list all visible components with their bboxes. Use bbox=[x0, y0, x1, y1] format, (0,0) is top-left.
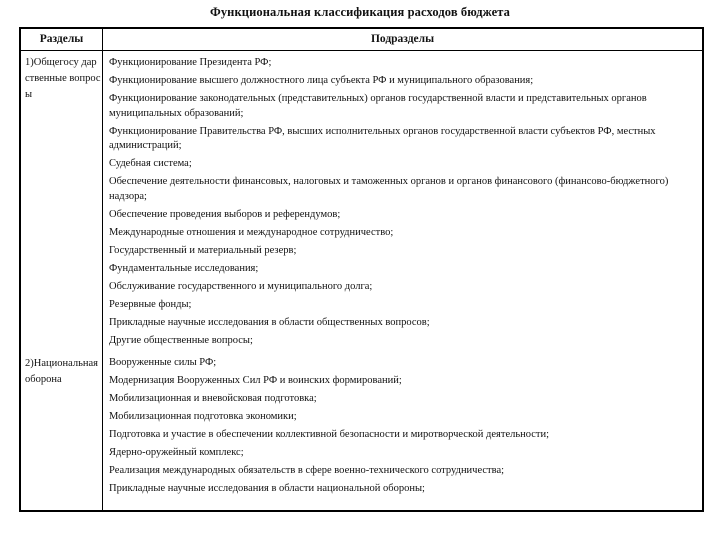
column-divider bbox=[102, 29, 103, 510]
subsection-list-national-defense bbox=[109, 356, 697, 500]
list-item: Обеспечение проведения выборов и референдумов; bbox=[109, 208, 341, 220]
document-title: Функциональная классификация расходов бюджета bbox=[209, 5, 511, 19]
list-item: Функционирование Президента РФ; bbox=[109, 57, 272, 68]
list-item: Другие общественные вопросы; bbox=[109, 334, 253, 346]
list-item: Прикладные научные исследования в области общественных вопросов; bbox=[109, 316, 430, 328]
list-item: Государственный и материальный резерв; bbox=[109, 244, 297, 256]
list-item: Резервные фонды; bbox=[109, 298, 192, 310]
classification-table bbox=[19, 27, 704, 512]
list-item: Судебная система; bbox=[109, 158, 192, 169]
subsection-list-general-government bbox=[109, 56, 697, 352]
list-item: Прикладные научные исследования в области национальной обороны; bbox=[109, 483, 425, 494]
list-item: Функционирование высшего должностного лица субъекта РФ и муниципального образования; bbox=[109, 75, 534, 86]
list-item: Ядерно-оружейный комплекс; bbox=[109, 447, 244, 458]
list-item: Модернизация Вооруженных Сил РФ и воинских формирований; bbox=[109, 375, 402, 386]
list-item: Подготовка и участие в обеспечении коллективной безопасности и миротворческой деятельности; bbox=[109, 429, 550, 440]
list-item: Мобилизационная подготовка экономики; bbox=[109, 411, 297, 422]
list-item: Обеспечение деятельности финансовых, налоговых и таможенных органов и органов финансового (финансово-бюджетного) надзора; bbox=[109, 176, 669, 202]
list-item: Международные отношения и международное сотрудничество; bbox=[109, 226, 394, 238]
table-header-row bbox=[21, 29, 702, 51]
list-item: Функционирование Правительства РФ, высших исполнительных органов государственной власти субъектов РФ, местных администраций; bbox=[109, 125, 656, 151]
list-item: Мобилизационная и вневойсковая подготовка; bbox=[109, 393, 317, 404]
list-item: Реализация международных обязательств в сфере военно-технического сотрудничества; bbox=[109, 465, 505, 476]
header-sections: Разделы bbox=[39, 33, 84, 45]
section-national-defense: 2)Национальная оборона bbox=[25, 358, 98, 385]
list-item: Вооруженные силы РФ; bbox=[109, 357, 217, 368]
section-general-government: 1)Общегосу дарственные вопросы bbox=[25, 57, 101, 100]
header-subsections: Подразделы bbox=[370, 33, 435, 45]
list-item: Обслуживание государственного и муниципального долга; bbox=[109, 280, 373, 292]
list-item: Функционирование законодательных (представительных) органов государственной власти и представительных органов муниципальных образований; bbox=[109, 93, 647, 119]
list-item: Фундаментальные исследования; bbox=[109, 262, 259, 274]
